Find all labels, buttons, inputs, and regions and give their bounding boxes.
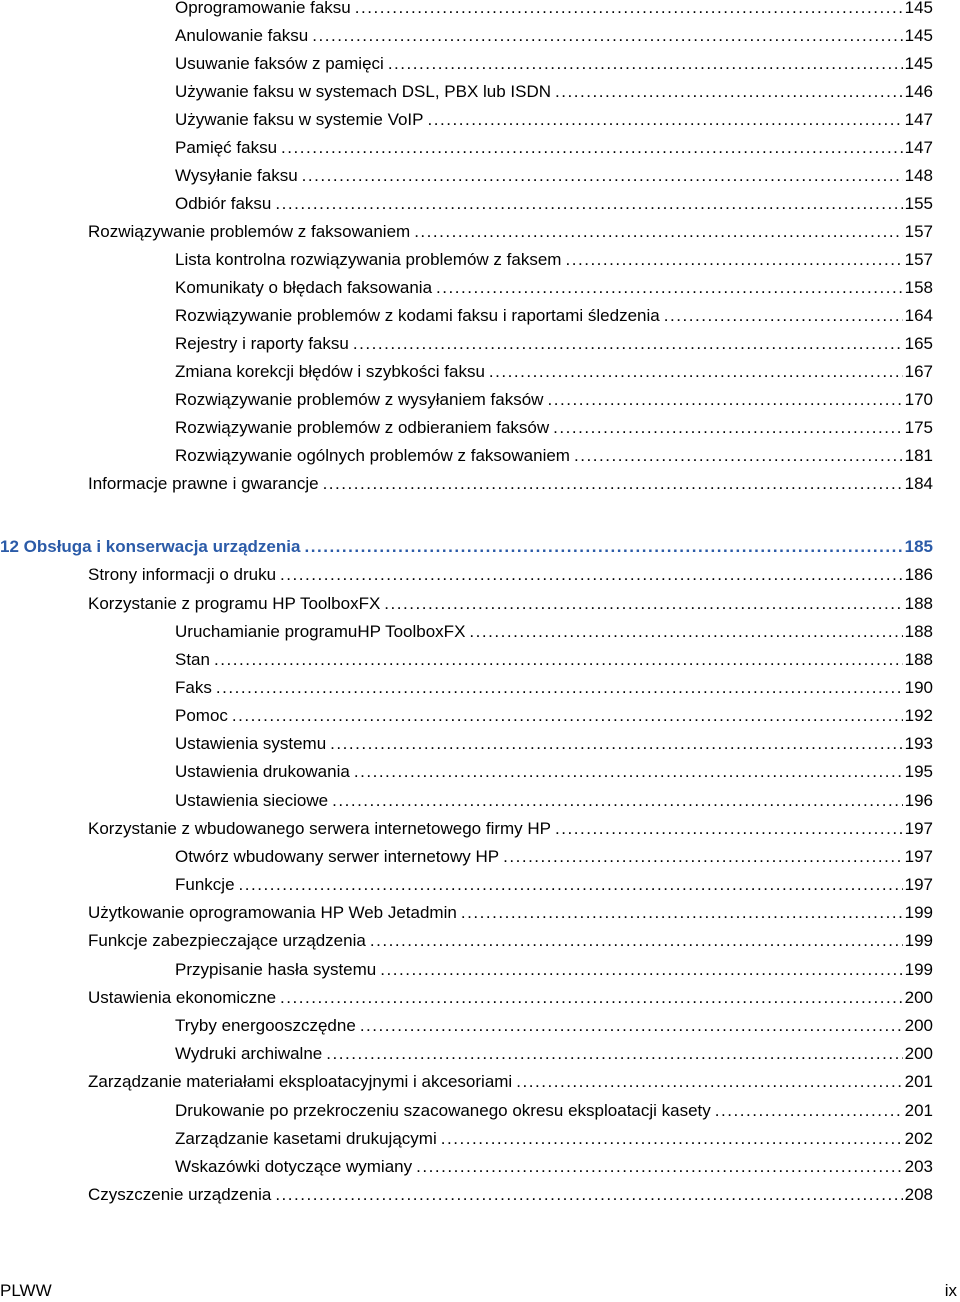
toc-entry-label: Funkcje bbox=[175, 875, 235, 894]
toc-dot-leader bbox=[427, 106, 902, 134]
toc-entry[interactable] bbox=[88, 470, 933, 498]
toc-entry-label: Używanie faksu w systemach DSL, PBX lub ISDN bbox=[175, 82, 552, 101]
toc-entry-page-number: 164 bbox=[904, 306, 933, 325]
toc-entry[interactable] bbox=[175, 22, 933, 50]
toc-entry-label: Rozwiązywanie ogólnych problemów z faksowaniem bbox=[175, 446, 570, 465]
toc-dot-leader bbox=[574, 442, 903, 470]
toc-entry-label: Faks bbox=[175, 678, 212, 697]
toc-dot-leader bbox=[388, 50, 903, 78]
toc-dot-leader bbox=[275, 1181, 902, 1209]
toc-dot-leader bbox=[414, 218, 902, 246]
toc-entry-page-number: 200 bbox=[904, 1044, 933, 1063]
toc-entry-page-number: 188 bbox=[904, 622, 933, 641]
toc-dot-leader bbox=[232, 702, 903, 730]
toc-entry[interactable] bbox=[175, 274, 933, 302]
toc-dot-leader bbox=[280, 561, 903, 589]
toc-entry-page-number: 201 bbox=[904, 1072, 933, 1091]
toc-entry[interactable] bbox=[175, 758, 933, 786]
toc-entry-label: Usuwanie faksów z pamięci bbox=[175, 54, 384, 73]
toc-entry-page-number: 145 bbox=[904, 0, 933, 17]
toc-entry-page-number: 200 bbox=[904, 1016, 933, 1035]
toc-entry-page-number: 197 bbox=[904, 847, 933, 866]
toc-entry-page-number: 202 bbox=[904, 1129, 933, 1148]
toc-entry-label: Odbiór faksu bbox=[175, 194, 272, 213]
toc-entry-page-number: 145 bbox=[904, 26, 933, 45]
footer-page-number: ix bbox=[944, 1281, 957, 1300]
toc-entry[interactable] bbox=[175, 190, 933, 218]
toc-entry-page-number: 186 bbox=[904, 565, 933, 584]
toc-dot-leader bbox=[214, 646, 903, 674]
toc-entry[interactable] bbox=[175, 302, 933, 330]
toc-entry[interactable] bbox=[175, 78, 933, 106]
toc-entry[interactable] bbox=[175, 956, 933, 984]
toc-entry-page-number: 165 bbox=[904, 334, 933, 353]
toc-entry-page-number: 193 bbox=[904, 734, 933, 753]
toc-entry-label: Rozwiązywanie problemów z faksowaniem bbox=[88, 222, 411, 241]
toc-entry[interactable] bbox=[175, 0, 933, 22]
toc-entry-label: Zmiana korekcji błędów i szybkości faksu bbox=[175, 362, 485, 381]
toc-dot-leader bbox=[280, 984, 903, 1012]
toc-dot-leader bbox=[461, 899, 903, 927]
toc-entry-label: Przypisanie hasła systemu bbox=[175, 960, 377, 979]
toc-entry-label: Drukowanie po przekroczeniu szacowanego okresu eksploatacji kasety bbox=[175, 1101, 711, 1120]
toc-entry[interactable] bbox=[175, 386, 933, 414]
toc-entry-label: Czyszczenie urządzenia bbox=[88, 1185, 272, 1204]
toc-entry[interactable] bbox=[175, 442, 933, 470]
toc-chapter-entry[interactable] bbox=[0, 533, 933, 561]
toc-dot-leader bbox=[330, 730, 902, 758]
toc-entry-label: Ustawienia systemu bbox=[175, 734, 327, 753]
toc-entry-page-number: 199 bbox=[904, 960, 933, 979]
toc-dot-leader bbox=[380, 956, 902, 984]
toc-dot-leader bbox=[354, 758, 903, 786]
toc-entry-page-number: 170 bbox=[904, 390, 933, 409]
toc-entry-label: Pomoc bbox=[175, 706, 228, 725]
toc-dot-leader bbox=[384, 590, 902, 618]
toc-entry[interactable] bbox=[175, 50, 933, 78]
toc-dot-leader bbox=[353, 330, 903, 358]
toc-entry[interactable] bbox=[175, 1153, 933, 1181]
toc-entry-page-number: 167 bbox=[904, 362, 933, 381]
toc-entry[interactable] bbox=[175, 330, 933, 358]
toc-entry-page-number: 158 bbox=[904, 278, 933, 297]
toc-entry-label: 12 Obsługa i konserwacja urządzenia bbox=[0, 537, 301, 556]
toc-entry-page-number: 197 bbox=[904, 875, 933, 894]
toc-entry-page-number: 199 bbox=[904, 931, 933, 950]
toc-entry-label: Informacje prawne i gwarancje bbox=[88, 474, 319, 493]
toc-dot-leader bbox=[312, 22, 902, 50]
toc-dot-leader bbox=[555, 815, 903, 843]
toc-entry-label: Ustawienia drukowania bbox=[175, 762, 350, 781]
toc-entry[interactable] bbox=[175, 246, 933, 274]
toc-entry-label: Używanie faksu w systemie VoIP bbox=[175, 110, 424, 129]
toc-entry-label: Wysyłanie faksu bbox=[175, 166, 298, 185]
toc-entry-page-number: 147 bbox=[904, 110, 933, 129]
toc-entry[interactable] bbox=[175, 787, 933, 815]
toc-entry[interactable] bbox=[175, 414, 933, 442]
toc-entry[interactable] bbox=[175, 843, 933, 871]
toc-entry[interactable] bbox=[88, 218, 933, 246]
toc-entry[interactable] bbox=[88, 1068, 933, 1096]
toc-entry[interactable] bbox=[88, 561, 933, 589]
toc-dot-leader bbox=[503, 843, 903, 871]
toc-entry[interactable] bbox=[88, 1181, 933, 1209]
toc-entry-label: Strony informacji o druku bbox=[88, 565, 277, 584]
toc-entry-label: Rozwiązywanie problemów z kodami faksu i raportami śledzenia bbox=[175, 306, 660, 325]
toc-dot-leader bbox=[416, 1153, 903, 1181]
toc-entry-label: Tryby energooszczędne bbox=[175, 1016, 356, 1035]
toc-entry[interactable] bbox=[175, 702, 933, 730]
toc-dot-leader bbox=[436, 274, 903, 302]
toc-entry-page-number: 203 bbox=[904, 1157, 933, 1176]
toc-entry[interactable] bbox=[175, 871, 933, 899]
toc-entry-page-number: 188 bbox=[904, 650, 933, 669]
toc-entry-label: Rejestry i raporty faksu bbox=[175, 334, 349, 353]
toc-entry[interactable] bbox=[175, 1040, 933, 1068]
toc-entry[interactable] bbox=[88, 590, 933, 618]
toc-dot-leader bbox=[360, 1012, 903, 1040]
toc-dot-leader bbox=[326, 1040, 902, 1068]
toc-dot-leader bbox=[547, 386, 902, 414]
toc-entry[interactable] bbox=[175, 162, 933, 190]
toc-entry-page-number: 200 bbox=[904, 988, 933, 1007]
toc-dot-leader bbox=[441, 1125, 903, 1153]
toc-entry-page-number: 175 bbox=[904, 418, 933, 437]
toc-dot-leader bbox=[239, 871, 903, 899]
toc-entry[interactable] bbox=[88, 984, 933, 1012]
toc-dot-leader bbox=[715, 1097, 903, 1125]
toc-entry-page-number: 208 bbox=[904, 1185, 933, 1204]
toc-entry-page-number: 181 bbox=[904, 446, 933, 465]
toc-entry-page-number: 190 bbox=[904, 678, 933, 697]
toc-dot-leader bbox=[469, 618, 902, 646]
toc-entry-label: Uruchamianie programuHP ToolboxFX bbox=[175, 622, 466, 641]
toc-dot-leader bbox=[489, 358, 903, 386]
toc-entry[interactable] bbox=[175, 618, 933, 646]
toc-entry-label: Korzystanie z wbudowanego serwera internetowego firmy HP bbox=[88, 819, 552, 838]
toc-entry-page-number: 197 bbox=[904, 819, 933, 838]
toc-entry-label: Komunikaty o błędach faksowania bbox=[175, 278, 433, 297]
toc-entry-label: Otwórz wbudowany serwer internetowy HP bbox=[175, 847, 500, 866]
toc-entry-label: Wskazówki dotyczące wymiany bbox=[175, 1157, 413, 1176]
toc-entry-page-number: 184 bbox=[904, 474, 933, 493]
toc-entry-label: Rozwiązywanie problemów z wysyłaniem faksów bbox=[175, 390, 544, 409]
toc-dot-leader bbox=[370, 927, 903, 955]
toc-entry-label: Oprogramowanie faksu bbox=[175, 0, 351, 17]
toc-entry-label: Pamięć faksu bbox=[175, 138, 278, 157]
toc-entry-label: Zarządzanie kasetami drukującymi bbox=[175, 1129, 437, 1148]
toc-entry-label: Ustawienia sieciowe bbox=[175, 791, 329, 810]
toc-entry-page-number: 157 bbox=[904, 222, 933, 241]
toc-entry[interactable] bbox=[175, 1097, 933, 1125]
toc-entry-label: Anulowanie faksu bbox=[175, 26, 309, 45]
toc-entry-page-number: 196 bbox=[904, 791, 933, 810]
toc-entry[interactable] bbox=[175, 1125, 933, 1153]
toc-dot-leader bbox=[323, 470, 903, 498]
toc-entry-page-number: 188 bbox=[904, 594, 933, 613]
toc-entry[interactable] bbox=[88, 927, 933, 955]
toc-dot-leader bbox=[302, 162, 903, 190]
toc-entry-label: Rozwiązywanie problemów z odbieraniem faksów bbox=[175, 418, 550, 437]
toc-entry-page-number: 148 bbox=[904, 166, 933, 185]
toc-dot-leader bbox=[553, 414, 902, 442]
toc-dot-leader bbox=[555, 78, 903, 106]
toc-entry[interactable] bbox=[88, 815, 933, 843]
toc-entry[interactable] bbox=[175, 730, 933, 758]
toc-entry-page-number: 155 bbox=[904, 194, 933, 213]
toc-entry[interactable] bbox=[175, 674, 933, 702]
toc-entry-page-number: 199 bbox=[904, 903, 933, 922]
toc-dot-leader bbox=[275, 190, 902, 218]
toc-entry[interactable] bbox=[175, 358, 933, 386]
toc-dot-leader bbox=[304, 533, 902, 561]
toc-dot-leader bbox=[216, 674, 903, 702]
toc-entry[interactable] bbox=[175, 106, 933, 134]
toc-entry[interactable] bbox=[175, 646, 933, 674]
toc-entry-page-number: 146 bbox=[904, 82, 933, 101]
toc-dot-leader bbox=[355, 0, 903, 22]
toc-entry-label: Wydruki archiwalne bbox=[175, 1044, 323, 1063]
toc-entry-page-number: 145 bbox=[904, 54, 933, 73]
toc-entry-label: Stan bbox=[175, 650, 210, 669]
toc-entry-page-number: 157 bbox=[904, 250, 933, 269]
toc-entry-page-number: 195 bbox=[904, 762, 933, 781]
toc-entry-page-number: 201 bbox=[904, 1101, 933, 1120]
toc-entry-page-number: 147 bbox=[904, 138, 933, 157]
toc-dot-leader bbox=[281, 134, 903, 162]
footer-language-code: PLWW bbox=[0, 1281, 52, 1300]
toc-entry-page-number: 192 bbox=[904, 706, 933, 725]
toc-entry-label: Lista kontrolna rozwiązywania problemów z faksem bbox=[175, 250, 562, 269]
toc-entry-label: Ustawienia ekonomiczne bbox=[88, 988, 277, 1007]
toc-entry[interactable] bbox=[175, 134, 933, 162]
toc-dot-leader bbox=[664, 302, 903, 330]
toc-entry-label: Korzystanie z programu HP ToolboxFX bbox=[88, 594, 381, 613]
toc-entry[interactable] bbox=[175, 1012, 933, 1040]
toc-dot-leader bbox=[565, 246, 902, 274]
toc-entry-label: Zarządzanie materiałami eksploatacyjnymi i akcesoriami bbox=[88, 1072, 513, 1091]
toc-entry-label: Funkcje zabezpieczające urządzenia bbox=[88, 931, 366, 950]
toc-entry[interactable] bbox=[88, 899, 933, 927]
toc-dot-leader bbox=[516, 1068, 902, 1096]
toc-dot-leader bbox=[332, 787, 903, 815]
toc-entry-label: Użytkowanie oprogramowania HP Web Jetadmin bbox=[88, 903, 457, 922]
toc-entry-page-number: 185 bbox=[904, 537, 933, 556]
